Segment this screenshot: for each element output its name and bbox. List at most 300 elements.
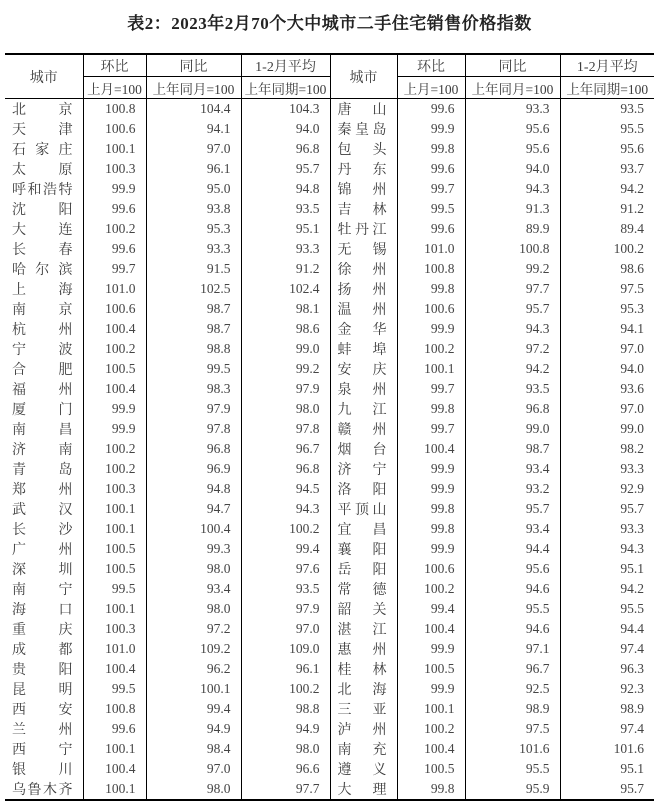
city-cell-right: 济宁 [330, 459, 397, 479]
yoy-cell-left: 96.1 [146, 159, 241, 179]
mom-cell-right: 100.2 [397, 719, 465, 739]
table-row [5, 779, 654, 800]
city-cell-left: 合肥 [12, 363, 73, 378]
table-row [5, 119, 654, 139]
table-header [5, 54, 654, 99]
avg-cell-left: 97.9 [241, 599, 330, 619]
mom-cell-left: 99.6 [83, 239, 146, 259]
mom-cell-right: 99.5 [397, 199, 465, 219]
table-row [5, 619, 654, 639]
city-cell-right: 泉州 [330, 379, 397, 399]
yoy-cell-left: 98.8 [146, 339, 241, 359]
yoy-cell-right: 94.3 [465, 179, 560, 199]
city-cell-left: 福州 [12, 383, 73, 398]
yoy-cell-left: 98.7 [146, 299, 241, 319]
yoy-cell-right: 96.8 [465, 399, 560, 419]
yoy-cell-right: 94.4 [465, 539, 560, 559]
mom-cell-right: 100.4 [397, 739, 465, 759]
avg-cell-right: 98.2 [560, 439, 654, 459]
yoy-cell-left: 96.8 [146, 439, 241, 459]
yoy-cell-right: 93.5 [465, 379, 560, 399]
city-cell-left: 海口 [12, 603, 73, 618]
yoy-cell-left: 94.9 [146, 719, 241, 739]
city-cell-left: 石家庄 [12, 143, 73, 158]
mom-cell-left: 100.2 [83, 339, 146, 359]
avg-cell-right: 94.2 [560, 579, 654, 599]
mom-cell-left: 100.4 [83, 319, 146, 339]
mom-cell-left: 100.1 [83, 139, 146, 159]
avg-cell-left: 93.5 [241, 579, 330, 599]
city-cell-right: 包头 [330, 139, 397, 159]
table-row [5, 239, 654, 259]
avg-cell-left: 96.7 [241, 439, 330, 459]
yoy-cell-left: 95.3 [146, 219, 241, 239]
table-row [5, 399, 654, 419]
avg-cell-left: 94.3 [241, 499, 330, 519]
city-cell-right: 安庆 [330, 359, 397, 379]
yoy-cell-right: 101.6 [465, 739, 560, 759]
yoy-cell-right: 93.4 [465, 519, 560, 539]
mom-cell-left: 100.2 [83, 459, 146, 479]
avg-cell-left: 99.4 [241, 539, 330, 559]
avg-cell-right: 95.5 [560, 599, 654, 619]
yoy-cell-right: 97.1 [465, 639, 560, 659]
mom-cell-left: 101.0 [83, 639, 146, 659]
city-cell-right: 温州 [330, 299, 397, 319]
city-cell-left: 天津 [12, 123, 73, 138]
mom-cell-left: 99.5 [83, 579, 146, 599]
avg-cell-left: 96.6 [241, 759, 330, 779]
mom-cell-right: 100.1 [397, 699, 465, 719]
mom-cell-right: 100.1 [397, 359, 465, 379]
avg-cell-left: 99.0 [241, 339, 330, 359]
avg-cell-left: 97.0 [241, 619, 330, 639]
city-cell-right: 吉林 [330, 199, 397, 219]
mom-cell-left: 100.5 [83, 539, 146, 559]
avg-cell-right: 93.3 [560, 519, 654, 539]
yoy-cell-left: 98.4 [146, 739, 241, 759]
avg-cell-right: 101.6 [560, 739, 654, 759]
table-row [5, 359, 654, 379]
avg-cell-left: 98.8 [241, 699, 330, 719]
city-cell-right: 丹东 [330, 159, 397, 179]
city-cell-left: 太原 [12, 163, 73, 178]
yoy-cell-left: 94.8 [146, 479, 241, 499]
mom-cell-left: 100.4 [83, 659, 146, 679]
mom-cell-right: 100.5 [397, 759, 465, 779]
table-row [5, 99, 654, 120]
yoy-cell-left: 99.5 [146, 359, 241, 379]
yoy-cell-right: 91.3 [465, 199, 560, 219]
city-cell-right: 湛江 [330, 619, 397, 639]
yoy-cell-left: 97.0 [146, 759, 241, 779]
avg-cell-left: 97.8 [241, 419, 330, 439]
yoy-cell-left: 97.8 [146, 419, 241, 439]
mom-cell-right: 99.9 [397, 479, 465, 499]
city-cell-right: 襄阳 [330, 539, 397, 559]
avg-cell-right: 98.9 [560, 699, 654, 719]
city-cell-right: 泸州 [330, 719, 397, 739]
yoy-cell-right: 95.7 [465, 499, 560, 519]
subheader-mom-base-right: 上月=100 [397, 77, 465, 99]
avg-cell-left: 98.0 [241, 399, 330, 419]
mom-cell-left: 100.1 [83, 519, 146, 539]
city-cell-right: 金华 [330, 319, 397, 339]
mom-cell-right: 99.9 [397, 319, 465, 339]
mom-cell-right: 99.9 [397, 639, 465, 659]
city-cell-right: 南充 [330, 739, 397, 759]
mom-cell-right: 99.9 [397, 459, 465, 479]
avg-cell-right: 92.3 [560, 679, 654, 699]
avg-cell-right: 94.2 [560, 179, 654, 199]
subheader-yoy-base-left: 上年同月=100 [146, 77, 241, 99]
mom-cell-right: 99.8 [397, 279, 465, 299]
yoy-cell-right: 93.3 [465, 99, 560, 120]
city-cell-left: 广州 [12, 543, 73, 558]
city-cell-right: 大理 [330, 779, 397, 800]
city-cell-right: 岳阳 [330, 559, 397, 579]
avg-cell-left: 94.5 [241, 479, 330, 499]
city-cell-right: 洛阳 [330, 479, 397, 499]
yoy-cell-right: 94.2 [465, 359, 560, 379]
yoy-cell-left: 98.0 [146, 599, 241, 619]
table-row [5, 339, 654, 359]
yoy-cell-right: 95.6 [465, 559, 560, 579]
avg-cell-right: 95.7 [560, 499, 654, 519]
yoy-cell-right: 100.8 [465, 239, 560, 259]
avg-cell-left: 94.0 [241, 119, 330, 139]
city-cell-right: 常德 [330, 579, 397, 599]
avg-cell-right: 93.7 [560, 159, 654, 179]
mom-cell-right: 100.4 [397, 619, 465, 639]
city-cell-right: 赣州 [330, 419, 397, 439]
city-cell-right: 遵义 [330, 759, 397, 779]
mom-cell-left: 100.8 [83, 699, 146, 719]
avg-cell-right: 93.3 [560, 459, 654, 479]
mom-cell-left: 101.0 [83, 279, 146, 299]
city-cell-left: 北京 [12, 103, 73, 118]
avg-cell-right: 92.9 [560, 479, 654, 499]
header-yoy-right: 同比 [465, 54, 560, 77]
table-row [5, 199, 654, 219]
table-row [5, 539, 654, 559]
avg-cell-left: 97.7 [241, 779, 330, 800]
yoy-cell-right: 94.3 [465, 319, 560, 339]
city-cell-right: 徐州 [330, 259, 397, 279]
mom-cell-right: 99.8 [397, 499, 465, 519]
yoy-cell-right: 95.5 [465, 759, 560, 779]
header-avg-right: 1-2月平均 [560, 54, 654, 77]
avg-cell-left: 109.0 [241, 639, 330, 659]
avg-cell-right: 99.0 [560, 419, 654, 439]
yoy-cell-left: 98.7 [146, 319, 241, 339]
yoy-cell-left: 97.2 [146, 619, 241, 639]
mom-cell-right: 101.0 [397, 239, 465, 259]
yoy-cell-left: 93.8 [146, 199, 241, 219]
table-row [5, 559, 654, 579]
city-cell-left: 厦门 [12, 403, 73, 418]
avg-cell-left: 93.3 [241, 239, 330, 259]
city-cell-right: 扬州 [330, 279, 397, 299]
avg-cell-left: 98.6 [241, 319, 330, 339]
city-cell-right: 无锡 [330, 239, 397, 259]
city-cell-right: 牡丹江 [330, 219, 397, 239]
yoy-cell-left: 98.3 [146, 379, 241, 399]
table-row [5, 739, 654, 759]
yoy-cell-right: 98.9 [465, 699, 560, 719]
city-cell-left: 昆明 [12, 683, 73, 698]
mom-cell-right: 99.9 [397, 679, 465, 699]
table-row [5, 659, 654, 679]
mom-cell-left: 100.3 [83, 479, 146, 499]
mom-cell-right: 100.8 [397, 259, 465, 279]
mom-cell-right: 100.4 [397, 439, 465, 459]
mom-cell-right: 100.6 [397, 559, 465, 579]
mom-cell-right: 99.9 [397, 119, 465, 139]
mom-cell-right: 99.7 [397, 419, 465, 439]
subheader-mom-base-left: 上月=100 [83, 77, 146, 99]
header-city-left: 城市 [5, 54, 83, 99]
yoy-cell-right: 95.9 [465, 779, 560, 800]
yoy-cell-right: 89.9 [465, 219, 560, 239]
city-cell-right: 北海 [330, 679, 397, 699]
mom-cell-right: 99.9 [397, 539, 465, 559]
mom-cell-left: 99.7 [83, 259, 146, 279]
city-cell-left: 杭州 [12, 323, 73, 338]
avg-cell-left: 93.5 [241, 199, 330, 219]
yoy-cell-left: 96.2 [146, 659, 241, 679]
yoy-cell-left: 96.9 [146, 459, 241, 479]
mom-cell-right: 99.7 [397, 179, 465, 199]
city-cell-left: 郑州 [12, 483, 73, 498]
header-yoy-left: 同比 [146, 54, 241, 77]
table-row [5, 519, 654, 539]
avg-cell-left: 102.4 [241, 279, 330, 299]
mom-cell-right: 99.6 [397, 99, 465, 120]
table-row [5, 219, 654, 239]
table-row [5, 279, 654, 299]
avg-cell-left: 94.9 [241, 719, 330, 739]
avg-cell-right: 96.3 [560, 659, 654, 679]
mom-cell-left: 100.2 [83, 439, 146, 459]
mom-cell-left: 100.5 [83, 559, 146, 579]
yoy-cell-left: 94.1 [146, 119, 241, 139]
yoy-cell-left: 104.4 [146, 99, 241, 120]
city-cell-left: 长春 [12, 243, 73, 258]
table-body [5, 99, 654, 801]
city-cell-left: 武汉 [12, 503, 73, 518]
mom-cell-right: 99.6 [397, 219, 465, 239]
city-cell-left: 南京 [12, 303, 73, 318]
mom-cell-left: 100.1 [83, 599, 146, 619]
table-row [5, 479, 654, 499]
avg-cell-left: 98.0 [241, 739, 330, 759]
yoy-cell-left: 109.2 [146, 639, 241, 659]
mom-cell-left: 99.6 [83, 719, 146, 739]
city-cell-left: 呼和浩特 [12, 183, 73, 198]
table-row [5, 699, 654, 719]
avg-cell-right: 91.2 [560, 199, 654, 219]
city-cell-right: 三亚 [330, 699, 397, 719]
mom-cell-left: 99.5 [83, 679, 146, 699]
table-row [5, 299, 654, 319]
table-row [5, 599, 654, 619]
yoy-cell-right: 99.2 [465, 259, 560, 279]
mom-cell-left: 99.9 [83, 419, 146, 439]
yoy-cell-left: 99.3 [146, 539, 241, 559]
table-row [5, 139, 654, 159]
table-row [5, 639, 654, 659]
yoy-cell-left: 91.5 [146, 259, 241, 279]
city-cell-right: 韶关 [330, 599, 397, 619]
avg-cell-right: 93.6 [560, 379, 654, 399]
yoy-cell-left: 98.0 [146, 779, 241, 800]
mom-cell-left: 99.6 [83, 199, 146, 219]
yoy-cell-left: 97.9 [146, 399, 241, 419]
mom-cell-left: 100.4 [83, 379, 146, 399]
yoy-cell-right: 96.7 [465, 659, 560, 679]
city-cell-left: 成都 [12, 643, 73, 658]
yoy-cell-right: 95.6 [465, 119, 560, 139]
avg-cell-right: 100.2 [560, 239, 654, 259]
city-cell-left: 济南 [12, 443, 73, 458]
city-cell-left: 银川 [12, 763, 73, 778]
mom-cell-left: 100.4 [83, 759, 146, 779]
mom-cell-right: 99.8 [397, 779, 465, 800]
yoy-cell-left: 102.5 [146, 279, 241, 299]
city-cell-left: 西安 [12, 703, 73, 718]
header-avg-left: 1-2月平均 [241, 54, 330, 77]
mom-cell-left: 100.2 [83, 219, 146, 239]
avg-cell-left: 96.1 [241, 659, 330, 679]
avg-cell-left: 94.8 [241, 179, 330, 199]
mom-cell-right: 99.8 [397, 399, 465, 419]
city-cell-left: 哈尔滨 [12, 263, 73, 278]
avg-cell-right: 95.6 [560, 139, 654, 159]
yoy-cell-left: 94.7 [146, 499, 241, 519]
city-cell-left: 宁波 [12, 343, 73, 358]
page-title: 表2：2023年2月70个大中城市二手住宅销售价格指数 [127, 14, 532, 33]
mom-cell-left: 100.6 [83, 119, 146, 139]
yoy-cell-left: 99.4 [146, 699, 241, 719]
mom-cell-left: 100.3 [83, 619, 146, 639]
mom-cell-right: 100.2 [397, 339, 465, 359]
yoy-cell-right: 99.0 [465, 419, 560, 439]
avg-cell-right: 97.0 [560, 399, 654, 419]
yoy-cell-right: 93.2 [465, 479, 560, 499]
city-cell-left: 沈阳 [12, 203, 73, 218]
avg-cell-right: 93.5 [560, 99, 654, 120]
city-cell-right: 唐山 [330, 99, 397, 120]
avg-cell-left: 95.7 [241, 159, 330, 179]
mom-cell-left: 100.8 [83, 99, 146, 120]
city-cell-right: 惠州 [330, 639, 397, 659]
yoy-cell-left: 95.0 [146, 179, 241, 199]
avg-cell-right: 94.4 [560, 619, 654, 639]
yoy-cell-left: 93.4 [146, 579, 241, 599]
mom-cell-left: 100.1 [83, 739, 146, 759]
mom-cell-right: 99.8 [397, 519, 465, 539]
avg-cell-right: 95.1 [560, 759, 654, 779]
avg-cell-left: 91.2 [241, 259, 330, 279]
yoy-cell-right: 97.5 [465, 719, 560, 739]
mom-cell-right: 99.4 [397, 599, 465, 619]
mom-cell-right: 100.2 [397, 579, 465, 599]
subheader-avg-base-left: 上年同期=100 [241, 77, 330, 99]
avg-cell-right: 95.7 [560, 779, 654, 800]
mom-cell-left: 100.3 [83, 159, 146, 179]
city-cell-right: 平顶山 [330, 499, 397, 519]
yoy-cell-right: 97.7 [465, 279, 560, 299]
yoy-cell-left: 93.3 [146, 239, 241, 259]
yoy-cell-right: 94.0 [465, 159, 560, 179]
city-cell-left: 上海 [12, 283, 73, 298]
avg-cell-left: 98.1 [241, 299, 330, 319]
city-cell-right: 蚌埠 [330, 339, 397, 359]
yoy-cell-right: 93.4 [465, 459, 560, 479]
table-row [5, 179, 654, 199]
city-cell-left: 大连 [12, 223, 73, 238]
mom-cell-right: 99.8 [397, 139, 465, 159]
city-cell-right: 桂林 [330, 659, 397, 679]
yoy-cell-right: 97.2 [465, 339, 560, 359]
city-cell-left: 西宁 [12, 743, 73, 758]
table-row [5, 759, 654, 779]
city-cell-left: 重庆 [12, 623, 73, 638]
mom-cell-left: 100.5 [83, 359, 146, 379]
yoy-cell-left: 97.0 [146, 139, 241, 159]
city-cell-left: 南宁 [12, 583, 73, 598]
table-row [5, 259, 654, 279]
table-row [5, 319, 654, 339]
avg-cell-left: 99.2 [241, 359, 330, 379]
yoy-cell-right: 95.7 [465, 299, 560, 319]
avg-cell-left: 97.9 [241, 379, 330, 399]
subheader-yoy-base-right: 上年同月=100 [465, 77, 560, 99]
city-cell-right: 宜昌 [330, 519, 397, 539]
header-mom-left: 环比 [83, 54, 146, 77]
avg-cell-right: 97.4 [560, 719, 654, 739]
table-row [5, 419, 654, 439]
table-row [5, 679, 654, 699]
avg-cell-right: 97.0 [560, 339, 654, 359]
mom-cell-left: 100.1 [83, 499, 146, 519]
yoy-cell-right: 95.5 [465, 599, 560, 619]
header-mom-right: 环比 [397, 54, 465, 77]
city-cell-right: 九江 [330, 399, 397, 419]
table-row [5, 499, 654, 519]
city-cell-left: 长沙 [12, 523, 73, 538]
price-index-table [5, 53, 654, 801]
yoy-cell-right: 94.6 [465, 579, 560, 599]
avg-cell-right: 95.1 [560, 559, 654, 579]
avg-cell-left: 104.3 [241, 99, 330, 120]
mom-cell-left: 100.6 [83, 299, 146, 319]
avg-cell-left: 96.8 [241, 139, 330, 159]
mom-cell-right: 99.7 [397, 379, 465, 399]
subheader-avg-base-right: 上年同期=100 [560, 77, 654, 99]
city-cell-right: 烟台 [330, 439, 397, 459]
mom-cell-right: 100.5 [397, 659, 465, 679]
table-row [5, 459, 654, 479]
mom-cell-right: 100.6 [397, 299, 465, 319]
yoy-cell-right: 95.6 [465, 139, 560, 159]
yoy-cell-left: 100.4 [146, 519, 241, 539]
table-row [5, 439, 654, 459]
avg-cell-right: 97.4 [560, 639, 654, 659]
mom-cell-left: 100.1 [83, 779, 146, 800]
avg-cell-left: 95.1 [241, 219, 330, 239]
